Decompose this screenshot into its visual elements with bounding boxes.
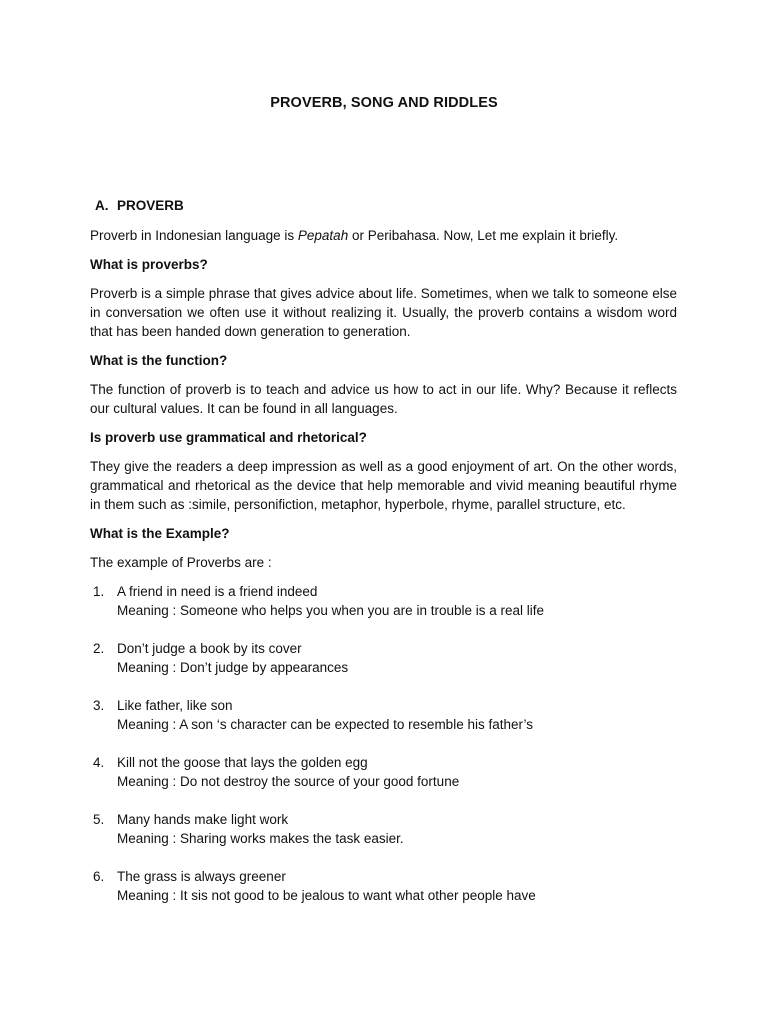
intro-after: or Peribahasa. Now, Let me explain it briefly. [348,228,619,243]
question-function: What is the function? [90,353,228,368]
question-example: What is the Example? [90,526,230,541]
list-item-meaning: Meaning : Don’t judge by appearances [117,660,349,675]
document-content [90,196,677,924]
list-item-number: 2. [93,641,105,656]
list-item [90,639,677,677]
list-item [90,867,677,905]
section-letter: A. [95,198,109,213]
list-item-number: 3. [93,698,105,713]
section-heading [95,196,677,215]
list-item-proverb: The grass is always greener [117,869,286,884]
list-item-meaning: Meaning : Sharing works makes the task easier. [117,831,404,846]
list-item-meaning: Meaning : Someone who helps you when you are in trouble is a real life [117,603,545,618]
list-item-number: 6. [93,869,105,884]
list-item-number: 1. [93,584,105,599]
list-item [90,810,677,848]
section-title: PROVERB [117,198,184,213]
question-grammatical-rhetorical: Is proverb use grammatical and rhetorical? [90,430,367,445]
list-item-number: 4. [93,755,105,770]
list-item [90,696,677,734]
list-item-proverb: A friend in need is a friend indeed [117,584,318,599]
list-item-proverb: Like father, like son [117,698,233,713]
answer-grammatical-rhetorical: They give the readers a deep impression as well as a good enjoyment of art. On the other words, grammatical and rhetorical as the device that help memorable and vivid meaning beautiful rhyme in them such as :simile, personifiction, metaphor, hyperbole, rhyme, parallel structure, etc. [90,459,677,512]
list-item-number: 5. [93,812,105,827]
list-item [90,753,677,791]
page-title: PROVERB, SONG AND RIDDLES [270,95,498,111]
question-what-is-proverbs: What is proverbs? [90,257,208,272]
list-item-proverb: Many hands make light work [117,812,289,827]
intro-paragraph [90,226,677,245]
answer-what-is-proverbs: Proverb is a simple phrase that gives advice about life. Sometimes, when we talk to someone else in conversation we often use it without realizing it. Usually, the proverb contains a wisdom word that has been handed down generation to generation. [90,286,677,339]
list-item-proverb: Don’t judge a book by its cover [117,641,302,656]
list-item-meaning: Meaning : It sis not good to be jealous to want what other people have [117,888,536,903]
list-item-meaning: Meaning : A son ‘s character can be expected to resemble his father’s [117,717,533,732]
examples-intro: The example of Proverbs are : [90,555,272,570]
list-item-meaning: Meaning : Do not destroy the source of your good fortune [117,774,460,789]
list-item [90,582,677,620]
intro-before: Proverb in Indonesian language is [90,228,298,243]
list-item-proverb: Kill not the goose that lays the golden egg [117,755,368,770]
answer-function: The function of proverb is to teach and advice us how to act in our life. Why? Because it reflects our cultural values. It can be found in all languages. [90,382,677,416]
examples-list [90,582,677,905]
intro-italic: Pepatah [297,228,349,243]
